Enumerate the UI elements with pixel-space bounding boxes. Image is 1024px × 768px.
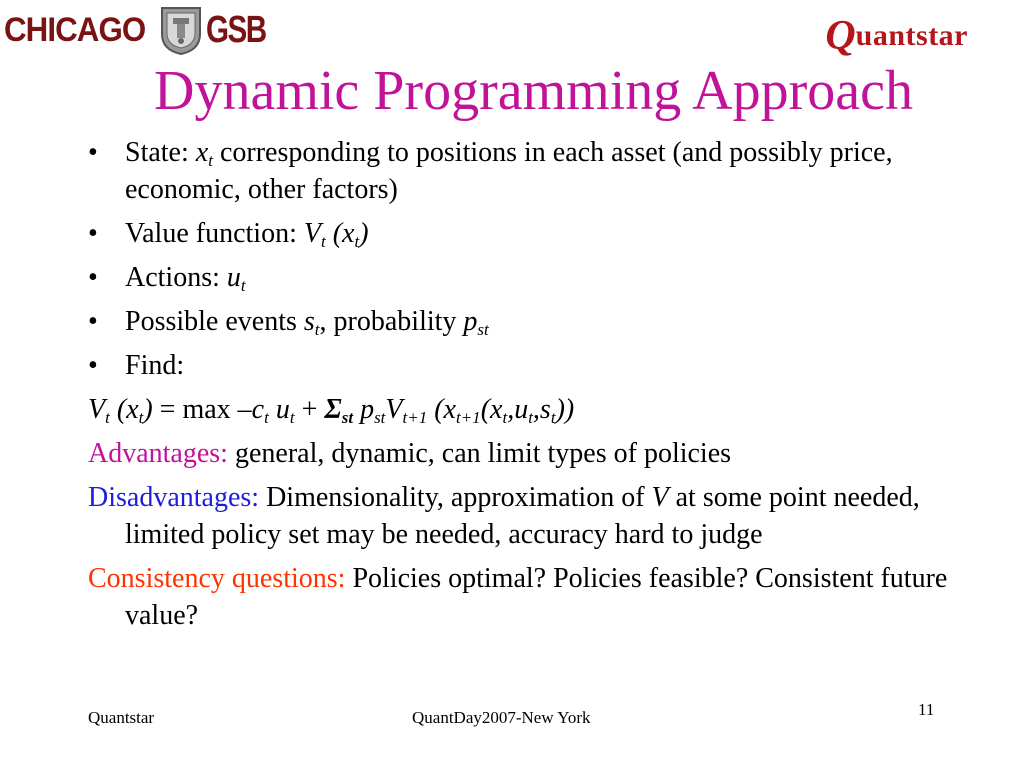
eq-minus-c: –c xyxy=(237,394,265,425)
gsb-wordmark: GSB xyxy=(205,8,266,51)
eq-u: u xyxy=(268,394,290,425)
eq-arg-close: ) xyxy=(143,394,153,425)
eq-x-sub: t+1 xyxy=(455,408,481,427)
eq-p-sub: st xyxy=(374,408,386,427)
eq-t6: t xyxy=(528,408,533,427)
consistency-line xyxy=(88,560,948,634)
bellman-equation xyxy=(88,391,948,428)
advantages-text: general, dynamic, can limit types of policies xyxy=(227,438,732,469)
eq-t5: t xyxy=(502,408,508,427)
eq-plus: + xyxy=(294,394,325,425)
disadvantages-text-before: Dimensionality, approximation of xyxy=(259,482,652,513)
page-number: 11 xyxy=(918,700,935,719)
find-label: Find: xyxy=(125,350,185,381)
university-seal-icon xyxy=(158,4,204,56)
eq-V2-sub: t+1 xyxy=(402,408,428,427)
state-label: State: xyxy=(125,137,196,168)
eq-t2: t xyxy=(138,408,144,427)
probability-var: p xyxy=(463,306,478,337)
value-var-sub: t xyxy=(320,232,326,251)
eq-V: V xyxy=(88,394,106,425)
bullet-value-function xyxy=(88,215,948,252)
events-sub: t xyxy=(314,320,320,339)
quantstar-logo xyxy=(825,14,968,58)
chicago-gsb-logo xyxy=(4,2,282,58)
consistency-text: Policies optimal? Policies feasible? Consistent future value? xyxy=(125,563,948,631)
disadvantages-line xyxy=(88,479,948,553)
actions-label: Actions: xyxy=(125,262,227,293)
slide-body xyxy=(88,134,948,641)
eq-sigma-sub: st xyxy=(341,408,354,427)
eq-max: = max xyxy=(152,394,238,425)
actions-var: u xyxy=(226,262,241,293)
slide-title: Dynamic Programming Approach xyxy=(154,60,913,122)
eq-sigma: Σ xyxy=(324,394,342,425)
eq-open3: (x xyxy=(480,394,503,425)
eq-t1: t xyxy=(105,408,110,427)
disadvantages-var: V xyxy=(651,482,669,513)
consistency-label: Consistency questions: xyxy=(88,563,346,594)
disadvantages-text-after: at some point needed, limited policy set may be needed, accuracy hard to judge xyxy=(125,482,920,550)
state-var: x xyxy=(195,137,209,168)
disadvantages-label: Disadvantages: xyxy=(88,482,260,513)
eq-comma-u: ,u xyxy=(507,394,529,425)
value-label: Value function: xyxy=(125,218,304,249)
actions-sub: t xyxy=(240,276,246,295)
eq-open2: (x xyxy=(427,394,456,425)
state-sub: t xyxy=(208,151,213,170)
value-close: ) xyxy=(359,218,369,249)
chicago-wordmark: CHICAGO xyxy=(4,10,146,49)
quantstar-initial: Q xyxy=(825,13,856,59)
footer-left: Quantstar xyxy=(88,708,155,727)
eq-arg-open: (x xyxy=(109,394,139,425)
events-label: Possible events xyxy=(125,306,304,337)
probability-sub: st xyxy=(477,320,489,339)
footer-center: QuantDay2007-New York xyxy=(412,708,591,727)
events-var: s xyxy=(303,306,315,337)
bullet-find xyxy=(88,347,948,384)
quantstar-wordmark: uantstar xyxy=(855,19,968,52)
eq-t7: t xyxy=(550,408,556,427)
state-text: corresponding to positions in each asset (and possibly price, economic, other factors) xyxy=(125,137,893,205)
bullet-events xyxy=(88,303,948,340)
advantages-line xyxy=(88,435,948,472)
advantages-label: Advantages: xyxy=(88,438,228,469)
eq-V2: V xyxy=(385,394,403,425)
value-arg-sub: t xyxy=(354,232,360,251)
eq-close: )) xyxy=(555,394,575,425)
eq-p: p xyxy=(353,394,375,425)
bullet-state xyxy=(88,134,948,208)
eq-t4: t xyxy=(289,408,295,427)
events-mid: , probability xyxy=(319,306,464,337)
eq-comma-s: ,s xyxy=(532,394,551,425)
bullet-actions xyxy=(88,259,948,296)
eq-t3: t xyxy=(264,408,269,427)
value-var: V xyxy=(303,218,321,249)
value-arg: (x xyxy=(325,218,355,249)
